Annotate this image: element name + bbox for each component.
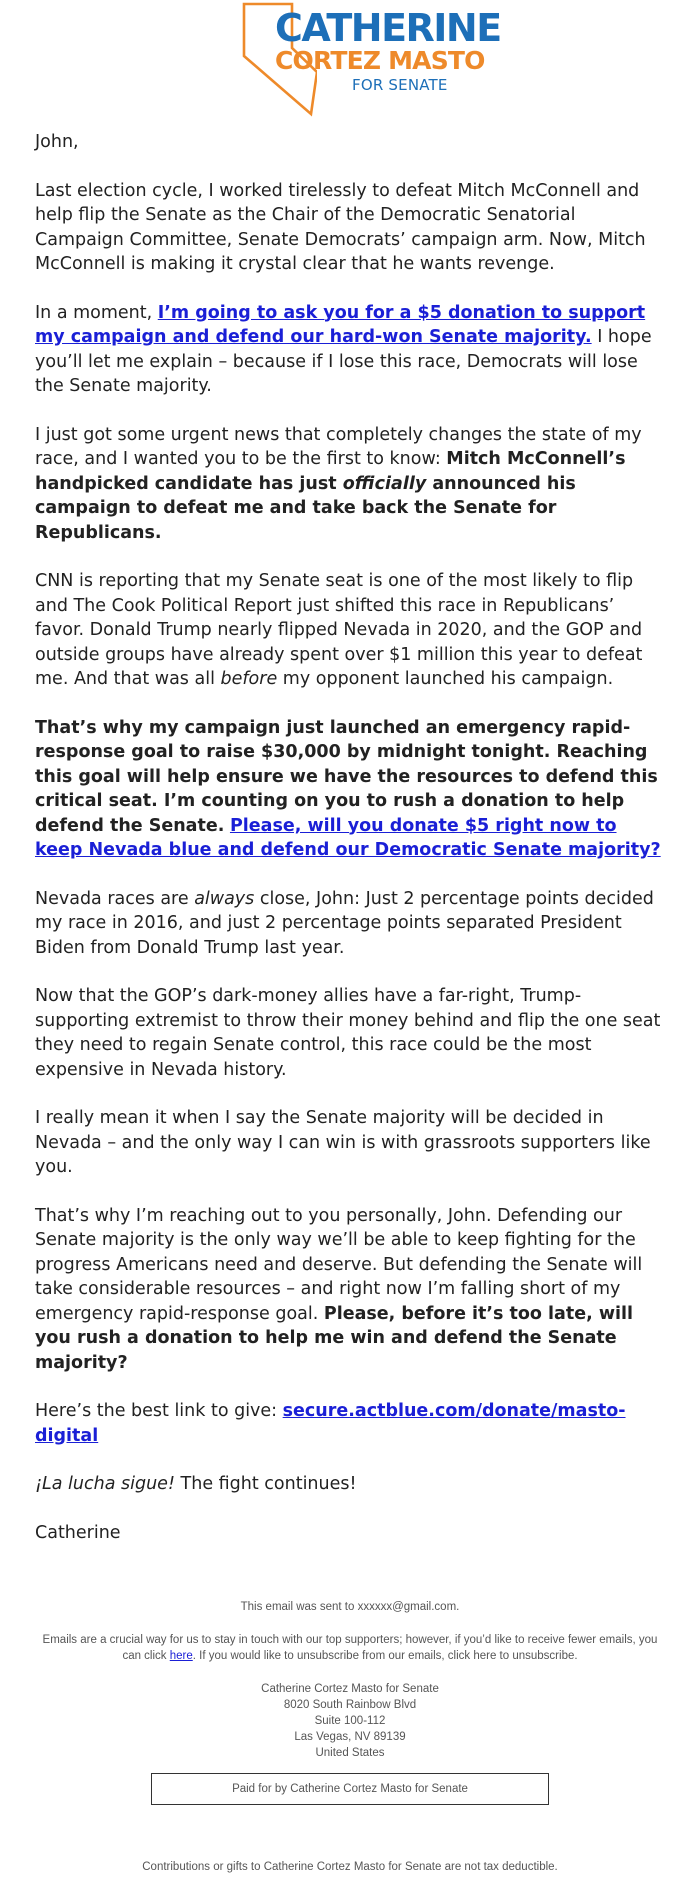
logo-name-first: CATHERINE: [275, 6, 501, 50]
paragraph-7: Now that the GOP’s dark-money allies have a far-right, Trump-supporting extremist to throw their money behind and flip the one seat they need to regain Senate control, this race could be the most expensive in Nevada history.: [35, 986, 661, 1080]
paid-for-text: Paid for by Catherine Cortez Masto for Senate: [232, 1783, 468, 1795]
paragraph-2: [35, 301, 665, 399]
logo-name-last: CORTEZ MASTO: [275, 46, 485, 75]
paragraph-3: [35, 423, 665, 546]
paragraph-4: [35, 569, 665, 692]
p2-text: In a moment,: [35, 302, 158, 323]
address-country: United States: [315, 1747, 385, 1759]
email-body: [0, 126, 700, 1545]
footer-disclaimer: Contributions or gifts to Catherine Cortez Masto for Senate are not tax deductible.: [142, 1861, 558, 1873]
paid-for-box: [151, 1773, 549, 1805]
p3-bold-1: Mitch McConnell’s handpicked candidate has just: [35, 449, 626, 494]
address-suite: Suite 100-112: [314, 1715, 386, 1727]
email-footer: [0, 1569, 700, 1875]
paragraph-10: [35, 1399, 665, 1448]
donate-now-link[interactable]: Please, will you donate $5 right now to keep Nevada blue and defend our Democratic Senate majority?: [35, 815, 661, 860]
p6-italic: always: [194, 888, 255, 909]
address-org: Catherine Cortez Masto for Senate: [261, 1683, 439, 1695]
footer-sent-to: This email was sent to xxxxxx@gmail.com.: [240, 1601, 460, 1613]
p10-label: Here’s the best link to give:: [35, 1401, 283, 1421]
p9-text: That’s why I’m reaching out to you personally, John. Defending our Senate majority is the only way we’ll be able to keep fighting for the progress Americans need and deserve. But defending the Senate will take considerable resources – and right now I’m falling short of my emergency rapid-response goal.: [35, 1205, 643, 1324]
address-street: 8020 South Rainbow Blvd: [283, 1699, 417, 1711]
paragraph-1: Last election cycle, I worked tirelessly to defeat Mitch McConnell and help flip the Senate as the Chair of the Democratic Senatorial Campaign Committee, Senate Democrats’ campaign arm. Now, Mitch McConnell is making it crystal clear that he wants revenge.: [35, 180, 646, 274]
footer-preferences: [0, 1632, 700, 1664]
salutation: John,: [35, 132, 79, 152]
paragraph-8: I really mean it when I say the Senate majority will be decided in Nevada – and the only way I can win is with grassroots supporters like you.: [35, 1108, 651, 1177]
p6-text: Nevada races are: [35, 888, 195, 909]
p4-italic: before: [220, 669, 278, 689]
p3-bold-italic: officially: [342, 473, 427, 494]
logo-tagline: FOR SENATE: [352, 76, 448, 94]
p5-bold: That’s why my campaign just launched an emergency rapid-response goal to raise $30,000 by midnight tonight. Reaching this goal will help ensure we have the resources to defend this critical seat. I’m counting on you to rush a donation to help defend the Senate.: [35, 717, 658, 836]
p4-text: CNN is reporting that my Senate seat is one of the most likely to flip and The Cook Political Report just shifted this race in Republicans’ favor. Donald Trump nearly flipped Nevada in 2020, and the GOP and outside groups have already spent over $1 million this year to defeat me. And that was all: [35, 571, 643, 689]
footer-address: [0, 1681, 700, 1761]
signature: Catherine: [35, 1522, 121, 1543]
p3-bold-2: announced his campaign to defeat me and take back the Senate for Republicans.: [35, 473, 576, 543]
campaign-logo: [0, 0, 700, 126]
p11-text: The fight continues!: [174, 1474, 357, 1494]
donate-5-link[interactable]: I’m going to ask you for a $5 donation to support my campaign and defend our hard-won Senate majority.: [35, 302, 646, 347]
paragraph-6: [35, 887, 665, 961]
p6-text-after: close, John: Just 2 percentage points decided my race in 2016, and just 2 percentage points separated President Biden from Donald Trump last year.: [35, 888, 654, 958]
address-city: Las Vegas, NV 89139: [294, 1731, 406, 1743]
actblue-link[interactable]: secure.actblue.com/donate/masto-digital: [35, 1401, 626, 1446]
p2-text-after: I hope you’ll let me explain – because if I lose this race, Democrats will lose the Senate majority.: [35, 327, 652, 396]
p3-text: I just got some urgent news that completely changes the state of my race, and I wanted you to be the first to know:: [35, 424, 642, 469]
p4-text-after: my opponent launched his campaign.: [277, 669, 614, 689]
footer-pref-after: . If you would like to unsubscribe from our emails, click here to unsubscribe.: [192, 1650, 578, 1662]
footer-pref-text: Emails are a crucial way for us to stay in touch with our top supporters; however, if you’d like to receive fewer emails, you can click: [42, 1634, 658, 1662]
paragraph-9: [35, 1204, 665, 1376]
email-preferences-link[interactable]: here: [169, 1650, 193, 1662]
paragraph-11: [35, 1472, 665, 1497]
p9-bold: Please, before it’s too late, will you rush a donation to help me win and defend the Senate majority?: [35, 1303, 633, 1373]
p11-italic: ¡La lucha sigue!: [35, 1474, 175, 1494]
paragraph-5: [35, 716, 665, 863]
